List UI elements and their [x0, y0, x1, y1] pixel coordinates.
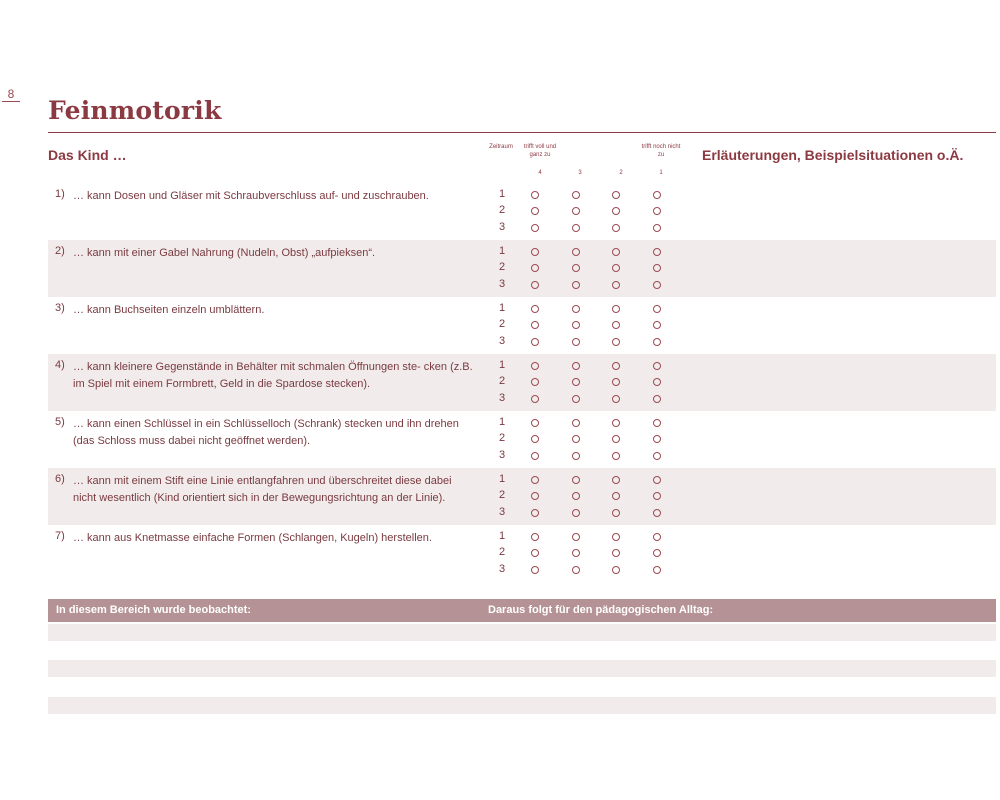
scale-low-label: trifft noch nicht zu: [641, 144, 681, 158]
rating-radio[interactable]: [572, 509, 580, 517]
rating-radio[interactable]: [572, 533, 580, 541]
rating-radio[interactable]: [612, 566, 620, 574]
period-number: 3: [498, 449, 506, 461]
rating-radio[interactable]: [612, 224, 620, 232]
rating-radio[interactable]: [653, 566, 661, 574]
rating-radio[interactable]: [531, 207, 539, 215]
period-number: 3: [498, 563, 506, 575]
rating-radio[interactable]: [612, 476, 620, 484]
rating-radio[interactable]: [531, 509, 539, 517]
rating-radio[interactable]: [612, 362, 620, 370]
rating-radio[interactable]: [572, 281, 580, 289]
rating-radio[interactable]: [531, 191, 539, 199]
rating-radio[interactable]: [612, 533, 620, 541]
rating-radio[interactable]: [531, 224, 539, 232]
rating-radio[interactable]: [612, 248, 620, 256]
period-number: 1: [498, 359, 506, 371]
rating-radio[interactable]: [531, 248, 539, 256]
item-row: [48, 354, 996, 411]
rating-radio[interactable]: [572, 362, 580, 370]
rating-radio[interactable]: [531, 321, 539, 329]
item-row: [48, 297, 996, 354]
period-number: 1: [498, 530, 506, 542]
rating-radio[interactable]: [572, 435, 580, 443]
rating-radio[interactable]: [653, 533, 661, 541]
item-text: … kann Dosen und Gläser mit Schraubverschluss auf- und zuschrauben.: [73, 190, 429, 202]
rating-radio[interactable]: [572, 476, 580, 484]
item-number: 4): [55, 359, 65, 371]
item-number: 1): [55, 188, 65, 200]
period-number: 1: [498, 188, 506, 200]
rating-radio[interactable]: [612, 509, 620, 517]
item-row: [48, 183, 996, 240]
rating-radio[interactable]: [612, 305, 620, 313]
rating-radio[interactable]: [612, 549, 620, 557]
scale-high-label: trifft voll und ganz zu: [523, 144, 557, 158]
summary-bar: [48, 599, 996, 622]
rating-radio[interactable]: [572, 378, 580, 386]
item-number: 7): [55, 530, 65, 542]
rating-radio[interactable]: [572, 452, 580, 460]
rating-radio[interactable]: [653, 378, 661, 386]
rating-radio[interactable]: [572, 191, 580, 199]
rating-radio[interactable]: [572, 338, 580, 346]
period-number: 2: [498, 546, 506, 558]
rating-radio[interactable]: [653, 419, 661, 427]
rating-radio[interactable]: [531, 305, 539, 313]
rating-radio[interactable]: [653, 338, 661, 346]
rating-radio[interactable]: [572, 549, 580, 557]
scale-value-3: 3: [578, 170, 582, 176]
rating-radio[interactable]: [531, 264, 539, 272]
item-number: 6): [55, 473, 65, 485]
rating-radio[interactable]: [653, 549, 661, 557]
consequence-label: Daraus folgt für den pädagogischen Alltag:: [488, 604, 714, 616]
rating-radio[interactable]: [653, 509, 661, 517]
period-number: 2: [498, 204, 506, 216]
rating-radio[interactable]: [653, 207, 661, 215]
rating-radio[interactable]: [531, 362, 539, 370]
rating-radio[interactable]: [653, 191, 661, 199]
item-row: [48, 525, 996, 582]
rating-radio[interactable]: [612, 419, 620, 427]
rating-radio[interactable]: [531, 492, 539, 500]
item-text: … kann einen Schlüssel in ein Schlüsselloch (Schrank) stecken und ihn drehen (das Schloss muss dabei nicht geöffnet werden).: [73, 418, 459, 447]
page-title: Feinmotorik: [48, 96, 222, 125]
rating-radio[interactable]: [653, 435, 661, 443]
rating-radio[interactable]: [572, 419, 580, 427]
scale-value-2: 2: [619, 170, 623, 176]
rating-radio[interactable]: [531, 452, 539, 460]
rating-radio[interactable]: [572, 264, 580, 272]
period-number: 1: [498, 302, 506, 314]
rating-radio[interactable]: [653, 248, 661, 256]
item-text: … kann mit einer Gabel Nahrung (Nudeln, Obst) „aufpieksen“.: [73, 247, 376, 259]
notes-header: Erläuterungen, Beispielsituationen o.Ä.: [702, 147, 964, 163]
rating-radio[interactable]: [531, 378, 539, 386]
period-header: Zeitraum: [489, 144, 513, 150]
rating-radio[interactable]: [653, 395, 661, 403]
rating-radio[interactable]: [653, 281, 661, 289]
rating-radio[interactable]: [612, 207, 620, 215]
rating-radio[interactable]: [653, 321, 661, 329]
rating-radio[interactable]: [612, 281, 620, 289]
rating-radio[interactable]: [531, 549, 539, 557]
period-number: 3: [498, 335, 506, 347]
rating-radio[interactable]: [612, 435, 620, 443]
observed-label: In diesem Bereich wurde beobachtet:: [56, 604, 251, 616]
item-text: … kann kleinere Gegenstände in Behälter mit schmalen Öffnungen ste- cken (z.B. im Spiel mit einem Formbrett, Geld in die Spardose stecken).: [73, 361, 473, 390]
item-text: … kann mit einem Stift eine Linie entlangfahren und überschreitet diese dabei nicht wesentlich (Kind orientiert sich in der Bewegungsrichtung an der Linie).: [73, 475, 452, 504]
rating-radio[interactable]: [653, 476, 661, 484]
period-number: 1: [498, 245, 506, 257]
rating-radio[interactable]: [612, 321, 620, 329]
writing-line[interactable]: [48, 660, 996, 677]
period-number: 3: [498, 506, 506, 518]
rating-radio[interactable]: [612, 395, 620, 403]
rating-radio[interactable]: [572, 395, 580, 403]
subject-label: Das Kind …: [48, 147, 127, 163]
item-number: 5): [55, 416, 65, 428]
rating-radio[interactable]: [572, 566, 580, 574]
period-number: 2: [498, 318, 506, 330]
rating-radio[interactable]: [531, 281, 539, 289]
item-row: [48, 240, 996, 297]
rating-radio[interactable]: [612, 452, 620, 460]
rating-radio[interactable]: [612, 492, 620, 500]
rating-radio[interactable]: [531, 566, 539, 574]
period-number: 2: [498, 432, 506, 444]
period-number: 2: [498, 489, 506, 501]
rating-radio[interactable]: [653, 362, 661, 370]
rating-radio[interactable]: [531, 435, 539, 443]
rating-radio[interactable]: [612, 191, 620, 199]
rating-radio[interactable]: [612, 378, 620, 386]
item-number: 3): [55, 302, 65, 314]
item-row: [48, 468, 996, 525]
rating-radio[interactable]: [572, 305, 580, 313]
rating-radio[interactable]: [572, 207, 580, 215]
period-number: 1: [498, 473, 506, 485]
period-number: 2: [498, 261, 506, 273]
rating-radio[interactable]: [653, 452, 661, 460]
writing-line[interactable]: [48, 624, 996, 641]
scale-value-4: 4: [538, 170, 542, 176]
period-number: 3: [498, 278, 506, 290]
item-text: … kann Buchseiten einzeln umblättern.: [73, 304, 265, 316]
page-number: 8: [2, 87, 20, 102]
rating-radio[interactable]: [531, 419, 539, 427]
rating-radio[interactable]: [653, 305, 661, 313]
period-number: 3: [498, 221, 506, 233]
title-rule: [48, 132, 996, 133]
rating-radio[interactable]: [572, 321, 580, 329]
rating-radio[interactable]: [653, 492, 661, 500]
rating-radio[interactable]: [572, 248, 580, 256]
period-number: 1: [498, 416, 506, 428]
rating-radio[interactable]: [572, 492, 580, 500]
rating-radio[interactable]: [531, 338, 539, 346]
rating-radio[interactable]: [612, 338, 620, 346]
period-number: 3: [498, 392, 506, 404]
item-text: … kann aus Knetmasse einfache Formen (Schlangen, Kugeln) herstellen.: [73, 532, 432, 544]
rating-radio[interactable]: [612, 264, 620, 272]
scale-value-1: 1: [659, 170, 663, 176]
rating-radio[interactable]: [572, 224, 580, 232]
item-number: 2): [55, 245, 65, 257]
rating-radio[interactable]: [531, 533, 539, 541]
rating-radio[interactable]: [653, 264, 661, 272]
period-number: 2: [498, 375, 506, 387]
writing-line[interactable]: [48, 697, 996, 714]
rating-radio[interactable]: [531, 395, 539, 403]
rating-radio[interactable]: [531, 476, 539, 484]
rating-radio[interactable]: [653, 224, 661, 232]
item-row: [48, 411, 996, 468]
